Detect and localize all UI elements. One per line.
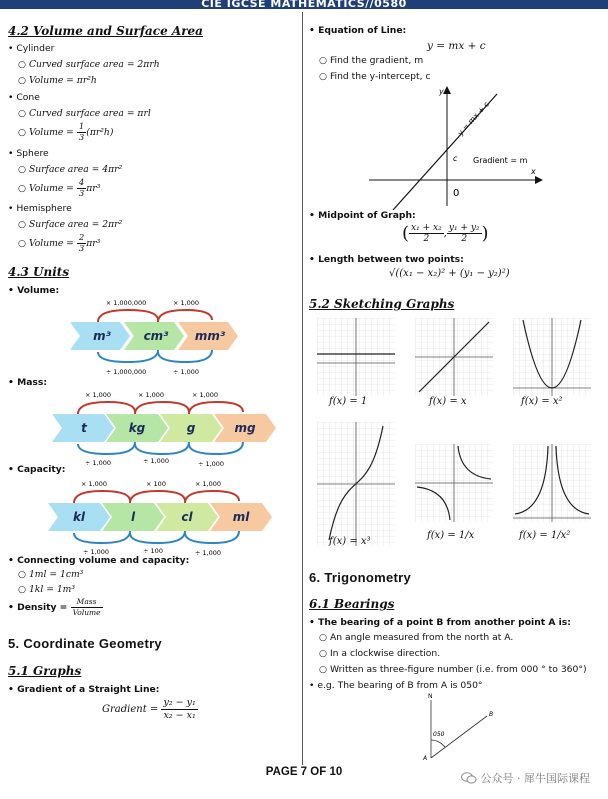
line-graph-diagram (369, 84, 549, 210)
mass-mult-label-2: × 1,000 (137, 391, 165, 399)
cap-div-label-1: ÷ 1,000 (82, 548, 110, 556)
unit-kg: kg (128, 421, 146, 435)
caption-reciprocal: f(x) = 1/x (427, 530, 475, 541)
cap-mult-label-2: × 100 (146, 480, 166, 488)
unit-cl: cl (181, 510, 193, 524)
right-column (309, 14, 601, 775)
gradient-label: • Gradient of a Straight Line: (8, 684, 160, 695)
bearing-a-label: A (423, 755, 428, 762)
connecting-1: ○ 1ml = 1cm³ (18, 569, 84, 580)
volume-units-diagram (8, 294, 298, 384)
vol-mult-label-1: × 1,000,000 (105, 299, 147, 307)
bearing-angle-label: 050 (433, 731, 445, 738)
section-6-title: 6. Trigonometry (309, 570, 412, 585)
bearing-point-1: ○ An angle measured from the north at A. (319, 632, 514, 643)
unit-ml: ml (232, 510, 250, 524)
graph-reciprocal-square (513, 444, 591, 522)
cap-div-arrow-3 (185, 531, 239, 543)
angle-arc (431, 740, 445, 747)
header-title: CIE IGCSE MATHEMATICS//0580 (201, 0, 407, 10)
mult-arrow-1 (98, 310, 158, 322)
mass-div-arrow-1 (78, 442, 135, 454)
graph-c-label: c (453, 154, 458, 163)
hemisphere-sa: ○ Surface area = 2πr² (18, 219, 123, 230)
cap-mult-arrow-3 (185, 491, 239, 503)
graph-line-label: y = mx + c (455, 99, 491, 138)
unit-kl: kl (72, 510, 86, 524)
volume-label: • Volume: (8, 285, 60, 296)
cap-div-label-2: ÷ 100 (143, 547, 163, 555)
cylinder-label: • Cylinder (8, 43, 55, 54)
bearing-point-2: ○ In a clockwise direction. (319, 648, 441, 659)
unit-cm3: cm³ (143, 329, 169, 343)
unit-mg: mg (234, 421, 256, 435)
section-5-1-title: 5.1 Graphs (8, 664, 82, 678)
capacity-label: • Capacity: (8, 464, 66, 475)
unit-m3: m³ (93, 329, 111, 343)
x-axis-arrow (535, 176, 543, 184)
mass-mult-arrow-3 (189, 402, 243, 414)
unit-g: g (186, 421, 196, 435)
cylinder-csa: ○ Curved surface area = 2πrh (18, 59, 160, 70)
section-6-1-title: 6.1 Bearings (309, 597, 395, 611)
bearing-point-3: ○ Written as three-figure number (i.e. from 000 ° to 360°) (319, 664, 587, 675)
caption-quadratic: f(x) = x² (521, 396, 563, 407)
div-arrow-2 (158, 350, 212, 362)
sphere-sa: ○ Surface area = 4πr² (18, 164, 123, 175)
sphere-label: • Sphere (8, 148, 49, 159)
mass-div-arrow-2 (135, 442, 189, 454)
bearing-diagram (409, 690, 529, 762)
cap-mult-arrow-1 (74, 491, 130, 503)
connecting-label: • Connecting volume and capacity: (8, 555, 190, 566)
bearing-b-label: B (489, 711, 494, 718)
graph-cubic (317, 422, 395, 546)
mass-div-arrow-3 (189, 442, 243, 454)
caption-linear: f(x) = x (429, 396, 467, 407)
bearing-label: • The bearing of a point B from another point A is: (309, 617, 571, 628)
mass-mult-label-3: × 1,000 (191, 391, 219, 399)
graph-y-label: y (439, 87, 444, 96)
length-label: • Length between two points: (309, 254, 464, 265)
vol-div-label-2: ÷ 1,000 (172, 368, 200, 376)
mass-mult-arrow-2 (135, 402, 189, 414)
mass-mult-label-1: × 1,000 (84, 391, 112, 399)
graph-zero-label: 0 (453, 188, 460, 199)
cylinder-volume: ○ Volume = πr²h (18, 75, 97, 86)
gradient-formula: Gradient = $\frac{\text{y₂ − y₁}}{\text{x₂ − x₁}}$ (102, 697, 196, 721)
bearing-n-label: N (428, 693, 433, 700)
unit-t: t (81, 421, 87, 435)
mass-units-diagram (8, 386, 298, 472)
hemisphere-label: • Hemisphere (8, 203, 72, 214)
left-column (8, 14, 298, 775)
sphere-volume: ○ Volume = $\frac{4}{3}$ πr³ (18, 178, 101, 199)
length-formula: √((x₁ − x₂)² + (y₁ − y₂)²) (389, 268, 510, 279)
graph-reciprocal (415, 444, 493, 522)
graph-linear (415, 318, 493, 396)
wechat-icon (461, 772, 477, 784)
graph-quadratic (513, 318, 591, 396)
hemisphere-volume: ○ Volume = $\frac{2}{3}$ πr³ (18, 233, 101, 254)
mass-mult-arrow-1 (78, 402, 135, 414)
density-formula: • Density = $\frac{\text{Mass}}{\text{Volume}}$ (8, 597, 101, 617)
cone-volume: ○ Volume = $\frac{1}{3}$ (πr²h) (18, 122, 114, 143)
vol-mult-label-2: × 1,000 (172, 299, 200, 307)
equation-formula: y = mx + c (427, 40, 486, 52)
section-5-title: 5. Coordinate Geometry (8, 636, 162, 651)
cap-mult-label-3: × 1,000 (194, 480, 222, 488)
capacity-units-diagram (8, 474, 298, 562)
header-bar (0, 0, 608, 9)
unit-mm3: mm³ (194, 329, 226, 343)
caption-reciprocal-square: f(x) = 1/x² (519, 530, 571, 541)
page-number: PAGE 7 OF 10 (265, 766, 343, 778)
cap-div-arrow-2 (130, 531, 185, 543)
find-gradient: ○ Find the gradient, m (319, 55, 424, 66)
bearing-example: • e.g. The bearing of B from A is 050° (309, 680, 483, 691)
mass-div-label-2: ÷ 1,000 (142, 457, 170, 465)
graph-x-label: x (531, 167, 536, 176)
mass-div-label-3: ÷ 1,000 (197, 460, 225, 468)
vol-div-label-1: ÷ 1,000,000 (105, 368, 147, 376)
watermark: 公众号 · 犀牛国际课程 (461, 770, 590, 786)
mult-arrow-2 (158, 310, 212, 322)
graph-constant (317, 318, 395, 396)
caption-constant: f(x) = 1 (329, 396, 368, 407)
midpoint-label: • Midpoint of Graph: (309, 210, 416, 221)
graph-gradient-label: Gradient = m (473, 156, 528, 165)
cap-div-arrow-1 (74, 531, 130, 543)
cone-csa: ○ Curved surface area = πrl (18, 108, 151, 119)
cone-label: • Cone (8, 92, 40, 103)
mass-div-label-1: ÷ 1,000 (84, 459, 112, 467)
y-axis-arrow (443, 86, 451, 94)
connecting-2: ○ 1kl = 1m³ (18, 584, 76, 595)
unit-l: l (130, 510, 136, 524)
section-4-3-title: 4.3 Units (8, 265, 70, 279)
find-intercept: ○ Find the y-intercept, c (319, 71, 431, 82)
cap-mult-arrow-2 (130, 491, 185, 503)
midpoint-formula: ( $\frac{\text{x₁ + x₂}}{2}$ , $\frac{\text{y₁ + y₂}}{2}$ ) (402, 223, 489, 244)
cap-mult-label-1: × 1,000 (80, 480, 108, 488)
equation-label: • Equation of Line: (309, 25, 407, 36)
caption-cubic: f(x) = x³ (329, 536, 371, 547)
mass-label: • Mass: (8, 377, 48, 388)
column-divider (302, 12, 303, 765)
section-4-2-title: 4.2 Volume and Surface Area (8, 24, 203, 38)
section-5-2-title: 5.2 Sketching Graphs (309, 297, 455, 311)
cap-div-label-3: ÷ 1,000 (194, 549, 222, 557)
sketch-graphs (317, 314, 601, 554)
div-arrow-1 (98, 350, 158, 362)
